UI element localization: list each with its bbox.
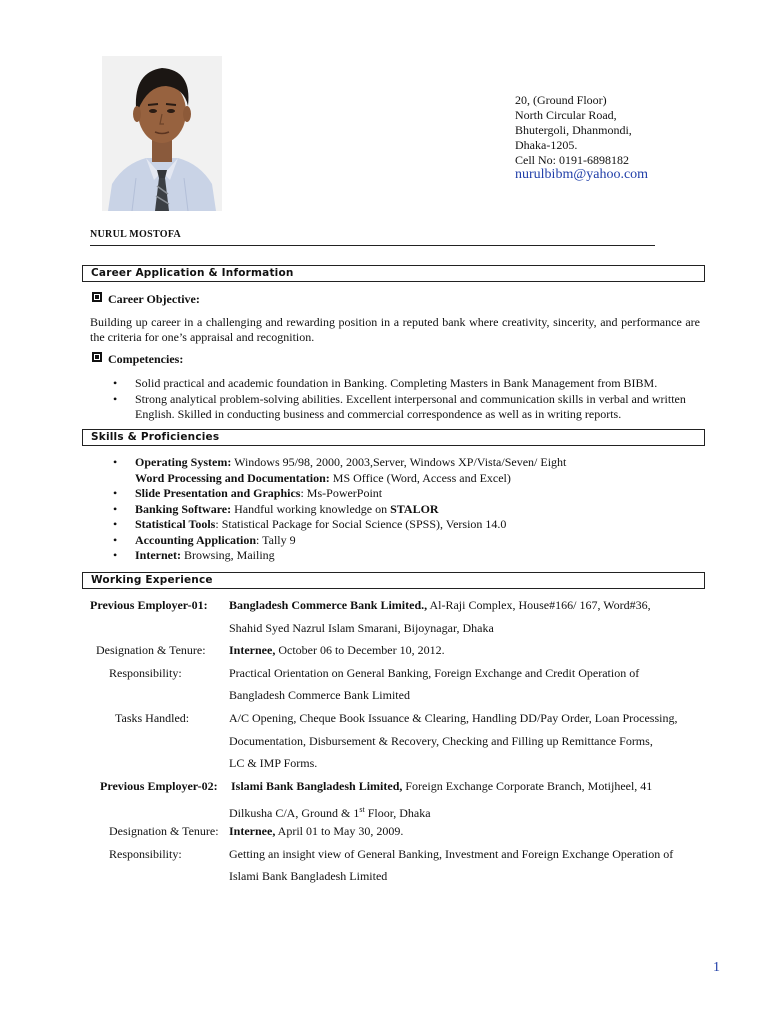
section-career-application: Career Application & Information xyxy=(82,265,705,282)
skills-list xyxy=(113,455,703,564)
career-objective-heading xyxy=(92,292,200,307)
employer-1-tasks-1: A/C Opening, Cheque Book Issuance & Clearing, Handling DD/Pay Order, Loan Processing, xyxy=(229,711,678,725)
employer-2-company: Islami Bank Bangladesh Limited, Foreign Exchange Corporate Branch, Motijheel, 41 xyxy=(231,779,653,793)
address-line-1: 20, (Ground Floor) xyxy=(515,93,607,107)
employer-1-responsibility-2: Bangladesh Commerce Bank Limited xyxy=(229,688,410,702)
profile-photo xyxy=(102,56,222,211)
cell-number: Cell No: 0191-6898182 xyxy=(515,153,629,167)
employer-2-tenure-label: Designation & Tenure: xyxy=(109,824,219,838)
list-item: • Solid practical and academic foundation in Banking. Completing Masters in Bank Management from BIBM. xyxy=(113,376,703,392)
employer-2-responsibility-2: Islami Bank Bangladesh Limited xyxy=(229,869,388,883)
employer-2-responsibility-label: Responsibility: xyxy=(109,847,182,861)
section-working-experience: Working Experience xyxy=(82,572,705,589)
career-objective-text: Building up career in a challenging and rewarding position in a reputed bank where creativity, sincerity, and performance are the criteria for one’s appraisal and recognition. xyxy=(90,315,700,344)
competencies-list xyxy=(113,376,703,423)
address-line-2: North Circular Road, xyxy=(515,108,617,122)
contact-address xyxy=(515,93,632,168)
address-line-3: Bhutergoli, Dhanmondi, xyxy=(515,123,632,137)
employer-1-address: Shahid Syed Nazrul Islam Smarani, Bijoynagar, Dhaka xyxy=(229,621,494,635)
list-item: • Statistical Tools: Statistical Package for Social Science (SPSS), Version 14.0 xyxy=(113,517,703,533)
section-skills: Skills & Proficiencies xyxy=(82,429,705,446)
competencies-heading xyxy=(92,352,183,367)
list-item: • Accounting Application: Tally 9 xyxy=(113,533,703,549)
employer-1-tenure: Internee, October 06 to December 10, 2012. xyxy=(229,643,445,657)
employer-2-address: Dilkusha C/A, Ground & 1st Floor, Dhaka xyxy=(229,805,431,820)
employer-2-responsibility: Getting an insight view of General Banking, Investment and Foreign Exchange Operation of xyxy=(229,847,674,861)
employer-2-label: Previous Employer-02: xyxy=(100,779,218,793)
employer-1-tasks-label: Tasks Handled: xyxy=(115,711,190,725)
square-bullet-icon xyxy=(92,352,102,362)
list-item: • Internet: Browsing, Mailing xyxy=(113,548,703,564)
address-line-4: Dhaka-1205. xyxy=(515,138,578,152)
employer-1-tasks-3: LC & IMP Forms. xyxy=(229,756,318,770)
employer-1-company: Bangladesh Commerce Bank Limited., Al-Raji Complex, House#166/ 167, Word#36, xyxy=(229,598,651,612)
employer-1-tasks-2: Documentation, Disbursement & Recovery, Checking and Filling up Remittance Forms, xyxy=(229,734,653,748)
email-link[interactable]: nurulbibm@yahoo.com xyxy=(515,167,649,182)
list-item: • Banking Software: Handful working knowledge on STALOR xyxy=(113,502,703,518)
name-divider xyxy=(90,245,655,246)
employer-1-responsibility: Practical Orientation on General Banking, Foreign Exchange and Credit Operation of xyxy=(229,666,640,680)
employer-2-tenure: Internee, April 01 to May 30, 2009. xyxy=(229,824,404,838)
list-item: • Operating System: Windows 95/98, 2000, 2003,Server, Windows XP/Vista/Seven/ Eight xyxy=(113,455,703,471)
square-bullet-icon xyxy=(92,292,102,302)
career-objective-label: Career Objective: xyxy=(108,292,200,306)
list-item: Word Processing and Documentation: MS Office (Word, Access and Excel) xyxy=(135,470,511,485)
employer-1-tenure-label: Designation & Tenure: xyxy=(96,643,206,657)
list-item: • Slide Presentation and Graphics: Ms-PowerPoint xyxy=(113,486,703,502)
employer-1-responsibility-label: Responsibility: xyxy=(109,666,182,680)
employer-1-label: Previous Employer-01: xyxy=(90,598,208,612)
candidate-name: NURUL MOSTOFA xyxy=(90,229,182,240)
page-number: 1 xyxy=(713,960,720,975)
competencies-label: Competencies: xyxy=(108,352,184,366)
list-item: • Strong analytical problem-solving abilities. Excellent interpersonal and communication skills in verbal and written English. Skilled in conducting business and commercial correspondence as well as in writing reports. xyxy=(113,392,703,423)
